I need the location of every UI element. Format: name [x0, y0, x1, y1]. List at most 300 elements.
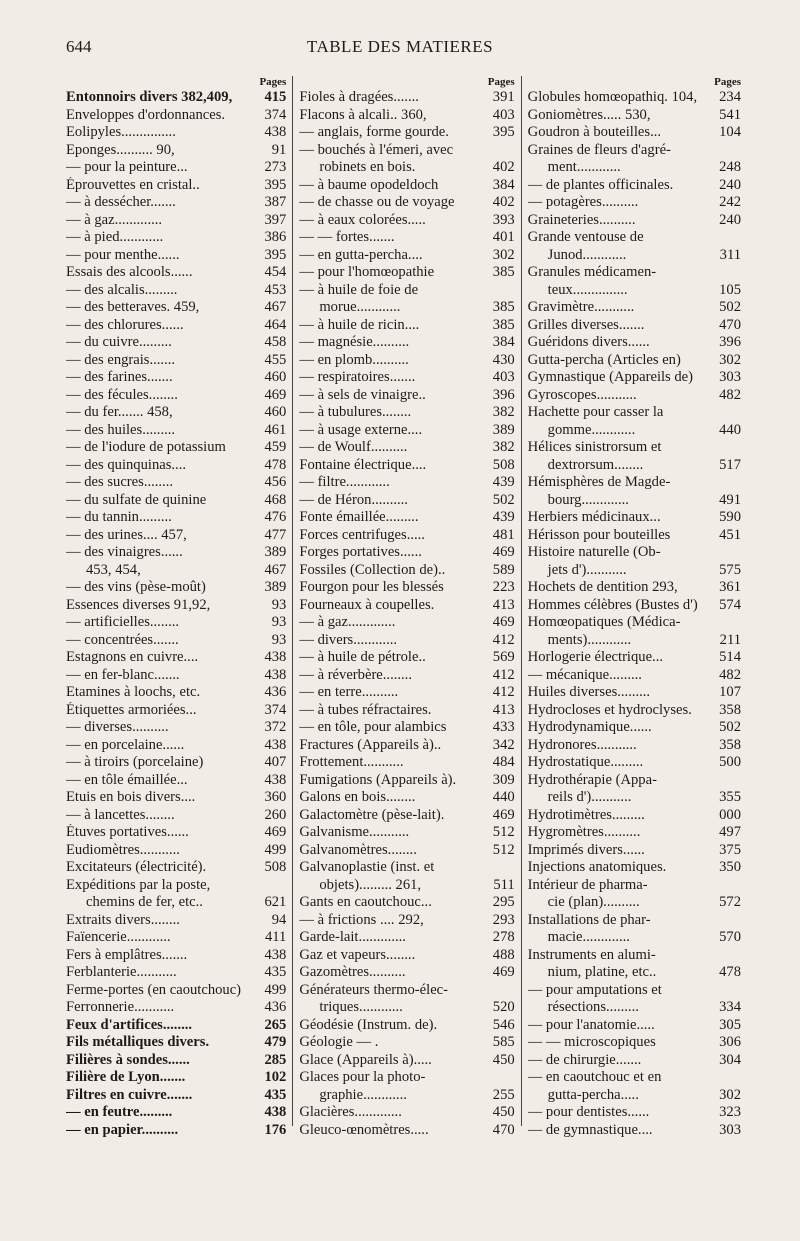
entry-label: — des vins (pèse-moût) — [66, 579, 206, 595]
entry-page-number: 91 — [271, 141, 287, 158]
entry-label: — des quinquinas.... — [66, 456, 186, 473]
index-entry — [299, 807, 516, 825]
index-entry — [299, 404, 516, 422]
entry-label: Galvanoplastie (inst. et — [299, 859, 435, 875]
index-entry — [299, 177, 516, 195]
entry-page-number: 508 — [264, 859, 287, 875]
entry-page-number: 459 — [264, 439, 287, 455]
entry-page-number: 309 — [492, 771, 515, 788]
entry-label: Géologie — . — [299, 1034, 379, 1050]
index-entry — [66, 789, 288, 807]
index-entry — [528, 317, 743, 335]
index-entry — [528, 667, 743, 685]
index-entry — [299, 702, 516, 720]
index-entry — [66, 667, 288, 685]
index-rows — [528, 89, 743, 1139]
entry-label: — filtre............ — [299, 474, 390, 490]
index-entry — [299, 877, 516, 895]
index-entry — [528, 439, 743, 457]
index-entry — [66, 754, 288, 772]
entry-label: — mécanique......... — [527, 666, 642, 683]
index-entry — [299, 247, 516, 265]
entry-label: Ferme-portes (en caoutchouc) — [66, 981, 242, 998]
entry-page-number: 460 — [264, 369, 287, 385]
entry-label: — anglais, forme gourde. — [299, 124, 449, 140]
index-entry — [299, 789, 516, 807]
index-entry — [299, 859, 516, 877]
entry-label: — diverses.......... — [66, 719, 169, 735]
entry-label: — divers............ — [299, 631, 398, 648]
entry-page-number: 461 — [264, 421, 287, 438]
entry-page-number: 407 — [264, 754, 287, 770]
index-entry — [528, 142, 743, 160]
entry-page-number: 575 — [719, 561, 742, 578]
entry-page-number: 358 — [719, 736, 742, 753]
index-entry — [66, 597, 288, 615]
entry-label: Graines de fleurs d'agré- — [527, 141, 671, 158]
entry-page-number: 104 — [719, 124, 742, 140]
index-entry — [299, 999, 516, 1017]
entry-label: — bouchés à l'émeri, avec — [299, 141, 454, 158]
index-entry — [299, 439, 516, 457]
entry-page-number: 94 — [271, 911, 287, 928]
entry-label: Fossiles (Collection de).. — [299, 561, 446, 578]
index-entry — [528, 457, 743, 475]
entry-page-number: 476 — [264, 509, 287, 525]
index-entry — [528, 177, 743, 195]
entry-page-number: 469 — [492, 806, 515, 823]
index-entry — [299, 562, 516, 580]
entry-page-number: 511 — [493, 876, 515, 893]
index-entry — [66, 387, 288, 405]
entry-page-number: 382 — [492, 404, 515, 420]
entry-page-number: 508 — [492, 456, 515, 473]
index-entry — [66, 1034, 288, 1052]
entry-label: — à frictions .... 292, — [299, 911, 424, 928]
index-entry — [299, 229, 516, 247]
index-entry — [528, 492, 743, 510]
entry-label: Fourgon pour les blessés — [299, 579, 444, 595]
entry-label: Glacières............. — [299, 1104, 402, 1120]
entry-page-number: 385 — [492, 299, 515, 315]
entry-page-number: 467 — [264, 561, 287, 578]
entry-page-number: 323 — [719, 1104, 742, 1120]
entry-page-number: 389 — [264, 579, 287, 595]
entry-page-number: 240 — [719, 211, 742, 228]
entry-label: — à eaux colorées..... — [299, 211, 426, 228]
entry-page-number: 458 — [264, 334, 287, 350]
index-column-1 — [66, 76, 292, 1138]
index-entry — [299, 422, 516, 440]
entry-page-number: 438 — [264, 771, 287, 788]
entry-label: — en plomb.......... — [299, 351, 409, 368]
index-entry — [66, 947, 288, 965]
entry-label: Instruments en alumi- — [527, 946, 656, 963]
entry-label: — — fortes....... — [299, 229, 395, 245]
entry-label: — à tiroirs (porcelaine) — [66, 754, 204, 770]
index-entry — [299, 632, 516, 650]
index-entry — [528, 369, 743, 387]
index-entry — [528, 947, 743, 965]
entry-label: — pour la peinture... — [66, 159, 188, 175]
entry-label: Herbiers médicinaux... — [527, 509, 661, 525]
index-entry — [66, 334, 288, 352]
entry-label: — pour l'homœopathie — [299, 264, 435, 280]
index-entry — [528, 404, 743, 422]
entry-page-number: 396 — [492, 386, 515, 403]
index-entry — [299, 947, 516, 965]
index-rows — [299, 89, 516, 1139]
entry-page-number: 93 — [271, 596, 287, 613]
index-entry — [66, 1104, 288, 1122]
entry-label: — à baume opodeldoch — [299, 176, 439, 193]
entry-page-number: 265 — [264, 1016, 287, 1033]
entry-label: Feux d'artifices........ — [66, 1016, 193, 1033]
entry-label: Gazomètres.......... — [299, 964, 406, 980]
entry-label: Excitateurs (électricité). — [66, 859, 207, 875]
entry-page-number: 541 — [719, 106, 742, 123]
index-entry — [299, 142, 516, 160]
entry-label: Galvanisme........... — [299, 824, 410, 840]
index-entry — [528, 1034, 743, 1052]
entry-page-number: 621 — [264, 894, 287, 910]
entry-page-number: 464 — [264, 316, 287, 333]
index-entry — [66, 352, 288, 370]
entry-page-number: 574 — [719, 596, 742, 613]
entry-label: — du fer....... 458, — [66, 404, 173, 420]
entry-label: Etamines à loochs, etc. — [66, 684, 201, 700]
entry-label: — en feutre......... — [66, 1104, 173, 1120]
entry-page-number: 469 — [492, 544, 515, 560]
entry-label: Gutta-percha (Articles en) — [527, 351, 681, 368]
entry-label: Granules médicamen- — [527, 264, 657, 280]
index-entry — [66, 1017, 288, 1035]
index-entry — [66, 702, 288, 720]
index-entry — [299, 982, 516, 1000]
entry-label: reils d')........... — [547, 789, 632, 805]
entry-label: Essences diverses 91,92, — [66, 596, 211, 613]
entry-page-number: 391 — [492, 89, 515, 105]
index-entry — [299, 527, 516, 545]
entry-label: Expéditions par la poste, — [66, 876, 211, 893]
entry-label: Frottement........... — [299, 754, 404, 770]
entry-page-number: 403 — [492, 369, 515, 385]
index-entry — [66, 912, 288, 930]
index-entry — [528, 352, 743, 370]
index-entry — [299, 159, 516, 177]
entry-label: triques............ — [319, 999, 403, 1015]
entry-label: Hydrodynamique...... — [527, 719, 652, 735]
entry-label: — en gutta-percha.... — [299, 246, 423, 263]
entry-label: — de Héron.......... — [299, 491, 408, 508]
column-heading-pages: Pages — [259, 76, 287, 88]
index-entry — [528, 719, 743, 737]
entry-label: Histoire naturelle (Ob- — [527, 544, 661, 560]
entry-page-number: 460 — [264, 404, 287, 420]
entry-page-number: 470 — [719, 316, 742, 333]
entry-label: — des chlorures...... — [66, 316, 184, 333]
entry-label: — à réverbère........ — [299, 666, 412, 683]
entry-page-number: 470 — [492, 1121, 515, 1138]
index-entry — [299, 89, 516, 107]
entry-page-number: 469 — [492, 964, 515, 980]
entry-label: Eudiomètres........... — [66, 841, 180, 858]
entry-label: Générateurs thermo-élec- — [299, 981, 449, 998]
entry-label: chemins de fer, etc.. — [86, 894, 203, 910]
entry-label: — à huile de pétrole.. — [299, 649, 426, 665]
entry-page-number: 302 — [719, 1086, 742, 1103]
entry-page-number: 430 — [492, 351, 515, 368]
entry-page-number: 450 — [492, 1104, 515, 1120]
entry-label: Goudron à bouteilles... — [527, 124, 662, 140]
index-entry — [66, 457, 288, 475]
index-entry — [299, 509, 516, 527]
index-entry — [299, 964, 516, 982]
index-entry — [528, 562, 743, 580]
entry-label: Hochets de dentition 293, — [527, 579, 678, 595]
index-entry — [66, 107, 288, 125]
index-entry — [299, 369, 516, 387]
index-entry — [299, 649, 516, 667]
entry-label: Fonte émaillée......... — [299, 509, 419, 525]
entry-page-number: 305 — [719, 1016, 742, 1033]
index-entry — [66, 614, 288, 632]
entry-page-number: 569 — [492, 649, 515, 665]
index-entry — [66, 719, 288, 737]
entry-label: Fourneaux à coupelles. — [299, 596, 435, 613]
entry-page-number: 248 — [719, 159, 742, 175]
index-entry — [66, 807, 288, 825]
entry-label: Gleuco-œnomètres..... — [299, 1121, 429, 1138]
index-entry — [299, 1034, 516, 1052]
index-entry — [528, 229, 743, 247]
index-entry — [528, 824, 743, 842]
entry-label: Glace (Appareils à)..... — [299, 1051, 432, 1068]
entry-label: Hérisson pour bouteilles — [527, 526, 671, 543]
index-entry — [528, 579, 743, 597]
entry-label: Junod............ — [547, 246, 627, 263]
index-entry — [528, 299, 743, 317]
entry-page-number: 482 — [719, 386, 742, 403]
entry-label: — du cuivre......... — [66, 334, 172, 350]
index-entry — [528, 807, 743, 825]
entry-page-number: 499 — [264, 841, 287, 858]
index-entry — [528, 387, 743, 405]
entry-page-number: 295 — [492, 894, 515, 910]
entry-label: gutta-percha..... — [547, 1086, 639, 1103]
index-entry — [299, 1069, 516, 1087]
entry-label: — en fer-blanc....... — [66, 666, 180, 683]
entry-label: Intérieur de pharma- — [527, 876, 648, 893]
entry-page-number: 455 — [264, 351, 287, 368]
entry-label: morue............ — [319, 299, 401, 315]
entry-label: — — microscopiques — [527, 1034, 656, 1050]
entry-label: Installations de phar- — [527, 911, 651, 928]
column-heading-pages: Pages — [487, 76, 515, 88]
entry-label: Fers à emplâtres....... — [66, 946, 188, 963]
index-entry — [299, 737, 516, 755]
entry-label: — à usage externe.... — [299, 421, 423, 438]
entry-page-number: 488 — [492, 946, 515, 963]
entry-label: Imprimés divers...... — [527, 841, 645, 858]
entry-label: Galvanomètres........ — [299, 841, 417, 858]
entry-page-number: 438 — [264, 1104, 287, 1120]
index-entry — [528, 107, 743, 125]
entry-page-number: 467 — [264, 299, 287, 315]
index-entry — [299, 544, 516, 562]
entry-page-number: 479 — [264, 1034, 287, 1050]
entry-label: Eponges.......... 90, — [66, 141, 175, 158]
entry-page-number: 401 — [492, 229, 515, 245]
index-entry — [66, 527, 288, 545]
entry-page-number: 375 — [719, 841, 742, 858]
index-entry — [66, 422, 288, 440]
entry-page-number: 395 — [492, 124, 515, 140]
index-entry — [299, 579, 516, 597]
index-entry — [66, 509, 288, 527]
index-entry — [528, 597, 743, 615]
entry-label: Entonnoirs divers 382,409, — [66, 89, 233, 105]
entry-page-number: 302 — [719, 351, 742, 368]
index-entry — [299, 929, 516, 947]
entry-label: Gravimètre........... — [527, 299, 635, 315]
entry-page-number: 412 — [492, 666, 515, 683]
entry-label: — pour l'anatomie..... — [527, 1016, 655, 1033]
entry-label: Hydronores........... — [527, 736, 637, 753]
entry-page-number: 435 — [264, 964, 287, 980]
entry-page-number: 306 — [719, 1034, 742, 1050]
entry-page-number: 342 — [492, 736, 515, 753]
index-entry — [299, 824, 516, 842]
index-entry — [299, 334, 516, 352]
entry-label: — en papier.......... — [66, 1121, 179, 1138]
entry-label: Hachette pour casser la — [527, 404, 664, 420]
entry-page-number: 411 — [264, 929, 287, 945]
index-entry — [299, 387, 516, 405]
index-entry — [528, 212, 743, 230]
entry-page-number: 105 — [719, 281, 742, 298]
entry-page-number: 285 — [264, 1051, 287, 1068]
entry-label: — en caoutchouc et en — [527, 1069, 662, 1085]
entry-label: Ferronnerie........... — [66, 999, 175, 1015]
index-entry — [299, 912, 516, 930]
entry-page-number: 484 — [492, 754, 515, 770]
entry-page-number: 436 — [264, 999, 287, 1015]
entry-label: — respiratoires....... — [299, 369, 416, 385]
entry-label: — des farines....... — [66, 369, 173, 385]
entry-page-number: 372 — [264, 719, 287, 735]
index-entry — [528, 334, 743, 352]
entry-page-number: 570 — [719, 929, 742, 945]
entry-label: Garde-lait............. — [299, 929, 406, 945]
entry-page-number: 403 — [492, 106, 515, 123]
index-entry — [528, 929, 743, 947]
entry-page-number: 438 — [264, 649, 287, 665]
entry-page-number: 382 — [492, 439, 515, 455]
entry-page-number: 361 — [719, 579, 742, 595]
index-entry — [299, 124, 516, 142]
entry-label: Hélices sinistrorsum et — [527, 439, 662, 455]
index-entry — [528, 772, 743, 790]
index-entry — [528, 527, 743, 545]
index-entry — [66, 544, 288, 562]
index-entry — [66, 929, 288, 947]
entry-page-number: 450 — [492, 1051, 515, 1068]
entry-label: — à gaz............. — [66, 211, 163, 228]
entry-label: 453, 454, — [86, 561, 141, 578]
entry-page-number: 107 — [719, 684, 742, 700]
entry-label: Injections anatomiques. — [527, 859, 667, 875]
entry-label: — potagères.......... — [527, 194, 639, 210]
entry-page-number: 396 — [719, 334, 742, 350]
entry-label: — pour menthe...... — [66, 246, 180, 263]
entry-label: Hommes célèbres (Bustes d') — [527, 596, 698, 613]
entry-label: Éprouvettes en cristal.. — [66, 176, 200, 193]
entry-label: Fioles à dragées....... — [299, 89, 419, 105]
entry-label: Fumigations (Appareils à). — [299, 771, 457, 788]
index-entry — [528, 247, 743, 265]
entry-page-number: 360 — [264, 789, 287, 805]
entry-label: — à gaz............. — [299, 614, 396, 630]
index-entry — [66, 1122, 288, 1140]
index-entry — [299, 772, 516, 790]
index-entry — [66, 317, 288, 335]
entry-label: — pour amputations et — [527, 981, 662, 998]
index-column-3 — [521, 76, 747, 1138]
index-entry — [299, 212, 516, 230]
index-entry — [66, 877, 288, 895]
entry-label: Filière de Lyon....... — [66, 1069, 186, 1085]
entry-page-number: 546 — [492, 1016, 515, 1033]
entry-label: Graineteries.......... — [527, 211, 636, 228]
index-entry — [528, 509, 743, 527]
entry-page-number: 240 — [719, 176, 742, 193]
entry-page-number: 589 — [492, 561, 515, 578]
index-entry — [299, 107, 516, 125]
index-entry — [528, 702, 743, 720]
entry-page-number: 517 — [719, 456, 742, 473]
index-entry — [299, 492, 516, 510]
entry-label: — des huiles......... — [66, 421, 176, 438]
index-entry — [66, 1087, 288, 1105]
entry-page-number: 260 — [264, 806, 287, 823]
entry-label: — du tannin......... — [66, 509, 172, 525]
entry-label: — de Woulf.......... — [299, 439, 408, 455]
entry-label: — des urines.... 457, — [66, 526, 187, 543]
entry-page-number: 585 — [492, 1034, 515, 1050]
entry-label: Ferblanterie........... — [66, 964, 177, 980]
page-number: 644 — [66, 37, 92, 56]
entry-label: robinets en bois. — [319, 159, 416, 175]
index-entry — [66, 842, 288, 860]
index-entry — [528, 649, 743, 667]
entry-page-number: 436 — [264, 684, 287, 700]
entry-page-number: 350 — [719, 859, 742, 875]
page-header — [0, 0, 800, 60]
index-entry — [66, 264, 288, 282]
entry-page-number: 477 — [264, 526, 287, 543]
index-entry — [66, 999, 288, 1017]
entry-page-number: 438 — [264, 736, 287, 753]
entry-page-number: 435 — [264, 1086, 287, 1103]
entry-page-number: 358 — [719, 701, 742, 718]
entry-page-number: 93 — [271, 614, 287, 630]
index-entry — [66, 982, 288, 1000]
entry-page-number: 355 — [719, 789, 742, 805]
index-entry — [66, 404, 288, 422]
entry-page-number: 451 — [719, 526, 742, 543]
index-entry — [66, 632, 288, 650]
